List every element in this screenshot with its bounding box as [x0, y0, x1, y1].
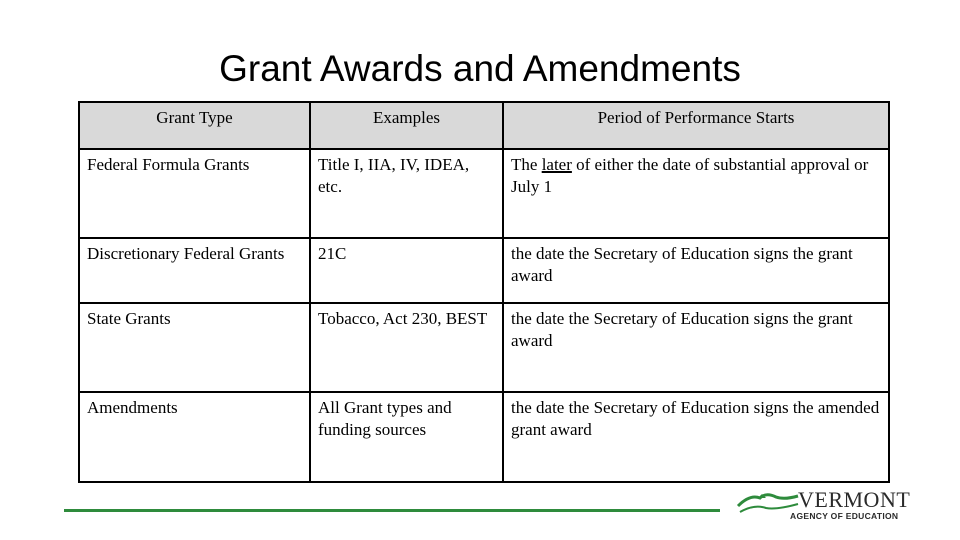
- cell-grant-type: State Grants: [79, 303, 310, 392]
- column-header-period: Period of Performance Starts: [503, 102, 889, 149]
- period-suffix: of either the date of substantial approval or July 1: [511, 155, 869, 196]
- cell-grant-type: Federal Formula Grants: [79, 149, 310, 238]
- table-row: [79, 392, 889, 482]
- logo-name: VERMONT: [798, 487, 911, 512]
- cell-period: the date the Secretary of Education signs the grant award: [503, 303, 889, 392]
- footer-rule: [64, 509, 720, 512]
- cell-examples: Title I, IIA, IV, IDEA, etc.: [310, 149, 503, 238]
- table-row: [79, 238, 889, 303]
- period-emphasis: later: [541, 155, 572, 174]
- cell-period: the date the Secretary of Education signs the grant award: [503, 238, 889, 303]
- cell-grant-type: Discretionary Federal Grants: [79, 238, 310, 303]
- period-prefix: The: [511, 155, 538, 174]
- table-row: [79, 303, 889, 392]
- cell-period: the date the Secretary of Education signs the amended grant award: [503, 392, 889, 482]
- cell-examples: Tobacco, Act 230, BEST: [310, 303, 503, 392]
- table-header-row: [79, 102, 889, 149]
- page-title: Grant Awards and Amendments: [219, 48, 741, 89]
- agency-logo: [736, 487, 911, 524]
- cell-grant-type: Amendments: [79, 392, 310, 482]
- cell-examples: 21C: [310, 238, 503, 303]
- grant-table: [78, 101, 890, 483]
- column-header-examples: Examples: [310, 102, 503, 149]
- cell-period: [503, 149, 889, 238]
- column-header-grant-type: Grant Type: [79, 102, 310, 149]
- table-row: [79, 149, 889, 238]
- cell-examples: All Grant types and funding sources: [310, 392, 503, 482]
- logo-subtitle: AGENCY OF EDUCATION: [790, 511, 899, 521]
